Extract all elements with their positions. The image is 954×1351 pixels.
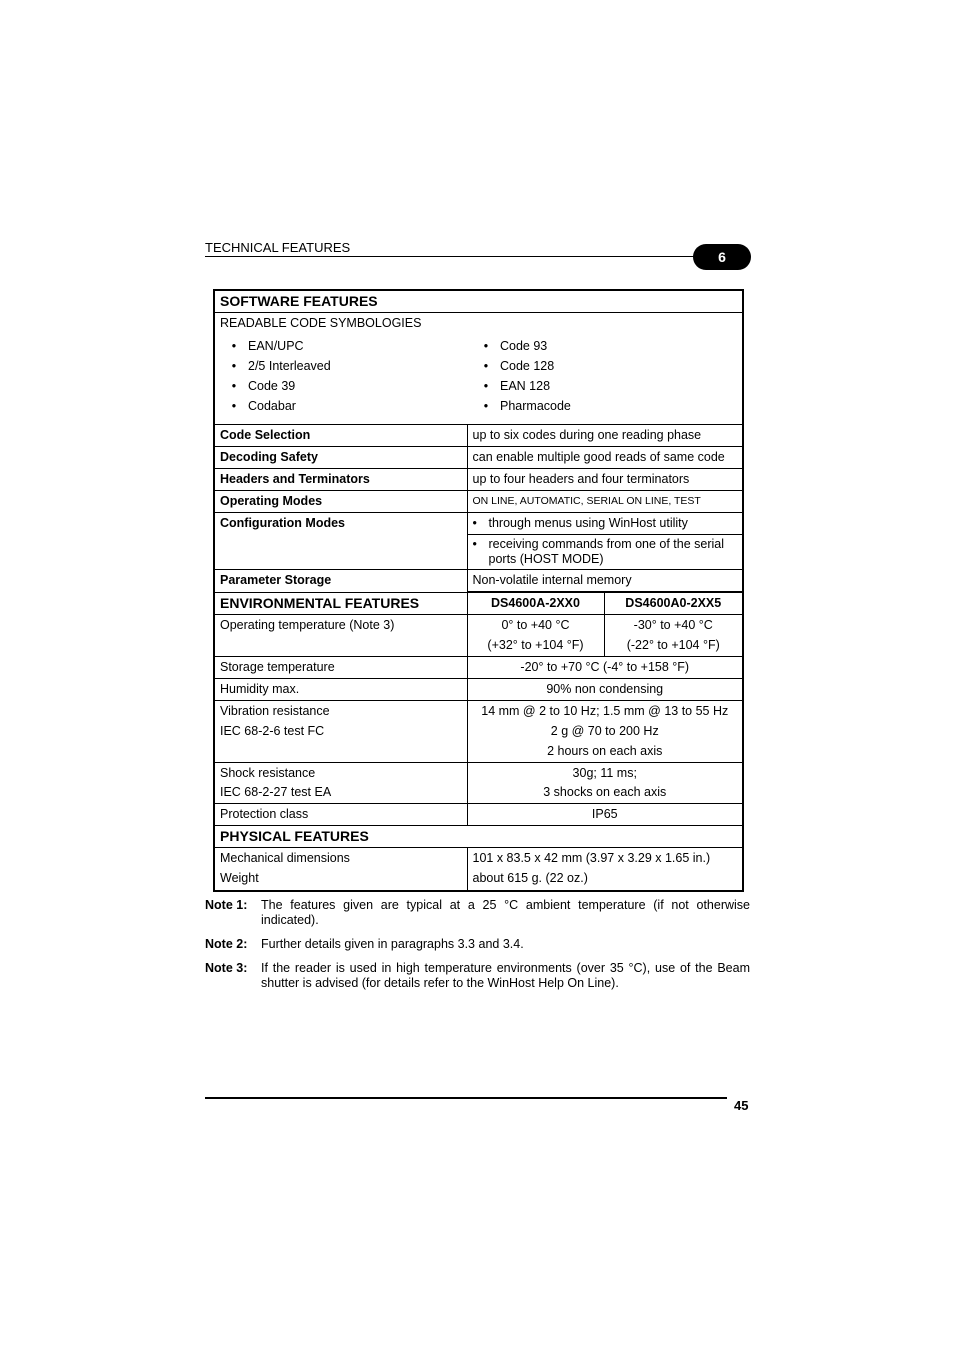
table-row xyxy=(214,763,743,804)
row-label: Parameter Storage xyxy=(214,570,467,593)
row-label: Decoding Safety xyxy=(214,447,467,469)
row-label: Operating temperature (Note 3) xyxy=(214,615,467,657)
software-section-header xyxy=(214,290,743,313)
note-text: If the reader is used in high temperature environments (over 35 °C), use of the Beam shutter is advised (for details refer to the WinHost Help On Line). xyxy=(261,961,750,990)
row-value: Non-volatile internal memory xyxy=(467,570,743,593)
table-row xyxy=(214,491,743,513)
physical-title: PHYSICAL FEATURES xyxy=(214,826,743,848)
running-header: TECHNICAL FEATURES xyxy=(205,240,351,255)
note-label: Note 2: xyxy=(205,937,248,951)
list-item: • Code 93 xyxy=(483,338,548,353)
note-text: Further details given in paragraphs 3.3 and 3.4. xyxy=(261,937,524,951)
row-value: up to six codes during one reading phase xyxy=(467,425,743,447)
list-item: • 2/5 Interleaved xyxy=(231,358,331,373)
table-row xyxy=(214,570,743,593)
table-row xyxy=(214,848,743,892)
table-row xyxy=(214,679,743,701)
symbologies-label: READABLE CODE SYMBOLOGIES xyxy=(220,316,422,330)
table-row xyxy=(214,804,743,826)
environmental-section-header xyxy=(214,592,743,615)
row-label: Configuration Modes xyxy=(214,513,467,570)
table-row xyxy=(214,513,743,535)
symbologies-right-column xyxy=(472,336,724,416)
row-value: 101 x 83.5 x 42 mm (3.97 x 3.29 x 1.65 in.) about 615 g. (22 oz.) xyxy=(467,848,743,892)
symbologies-row xyxy=(214,313,743,425)
row-value: can enable multiple good reads of same code xyxy=(467,447,743,469)
row-value: 30g; 11 ms; 3 shocks on each axis xyxy=(467,763,743,804)
notes-section xyxy=(205,898,750,1000)
row-value: 14 mm @ 2 to 10 Hz; 1.5 mm @ 13 to 55 Hz 2 g @ 70 to 200 Hz 2 hours on each axis xyxy=(467,701,743,763)
technical-features-table xyxy=(213,289,744,892)
model-a-header: DS4600A-2XX0 xyxy=(467,592,604,615)
list-item: • EAN 128 xyxy=(483,378,551,393)
note-label: Note 3: xyxy=(205,961,248,975)
row-label: Operating Modes xyxy=(214,491,467,513)
row-value: • through menus using WinHost utility xyxy=(467,513,743,535)
row-value: up to four headers and four terminators xyxy=(467,469,743,491)
table-row xyxy=(214,447,743,469)
note-1 xyxy=(205,898,750,928)
row-label: Mechanical dimensions Weight xyxy=(214,848,467,892)
note-3 xyxy=(205,961,750,991)
row-label: Headers and Terminators xyxy=(214,469,467,491)
table-row xyxy=(214,701,743,763)
environmental-title: ENVIRONMENTAL FEATURES xyxy=(214,592,467,615)
list-item: • Pharmacode xyxy=(483,398,571,413)
software-title: SOFTWARE FEATURES xyxy=(214,290,743,313)
row-label: Vibration resistance IEC 68-2-6 test FC xyxy=(214,701,467,763)
row-label: Storage temperature xyxy=(214,657,467,679)
note-label: Note 1: xyxy=(205,898,248,912)
row-value: • receiving commands from one of the serial ports (HOST MODE) xyxy=(467,535,743,570)
row-value: IP65 xyxy=(467,804,743,826)
table-row xyxy=(214,469,743,491)
symbologies-left-column xyxy=(220,336,472,416)
physical-section-header xyxy=(214,826,743,848)
row-value: 0° to +40 °C (+32° to +104 °F) xyxy=(467,615,604,657)
table-row xyxy=(214,657,743,679)
row-value: -20° to +70 °C (-4° to +158 °F) xyxy=(467,657,743,679)
list-item: • Code 128 xyxy=(483,358,555,373)
model-b-header: DS4600A0-2XX5 xyxy=(604,592,743,615)
table-row xyxy=(214,425,743,447)
note-text: The features given are typical at a 25 °C ambient temperature (if not otherwise indicated). xyxy=(261,898,750,927)
list-item: • Code 39 xyxy=(231,378,296,393)
table-row xyxy=(214,615,743,657)
list-item: • EAN/UPC xyxy=(231,338,304,353)
symbologies-list xyxy=(220,332,737,422)
row-label: Protection class xyxy=(214,804,467,826)
row-value: -30° to +40 °C (-22° to +104 °F) xyxy=(604,615,743,657)
chapter-badge: 6 xyxy=(693,244,751,270)
row-label: Humidity max. xyxy=(214,679,467,701)
list-item: • Codabar xyxy=(231,398,296,413)
header-rule xyxy=(205,256,710,257)
row-label: Code Selection xyxy=(214,425,467,447)
footer-rule xyxy=(205,1097,727,1099)
row-label: Shock resistance IEC 68-2-27 test EA xyxy=(214,763,467,804)
page-number: 45 xyxy=(734,1098,749,1113)
note-2 xyxy=(205,937,750,952)
row-value: 90% non condensing xyxy=(467,679,743,701)
row-value: ON LINE, AUTOMATIC, SERIAL ON LINE, TEST xyxy=(467,491,743,513)
